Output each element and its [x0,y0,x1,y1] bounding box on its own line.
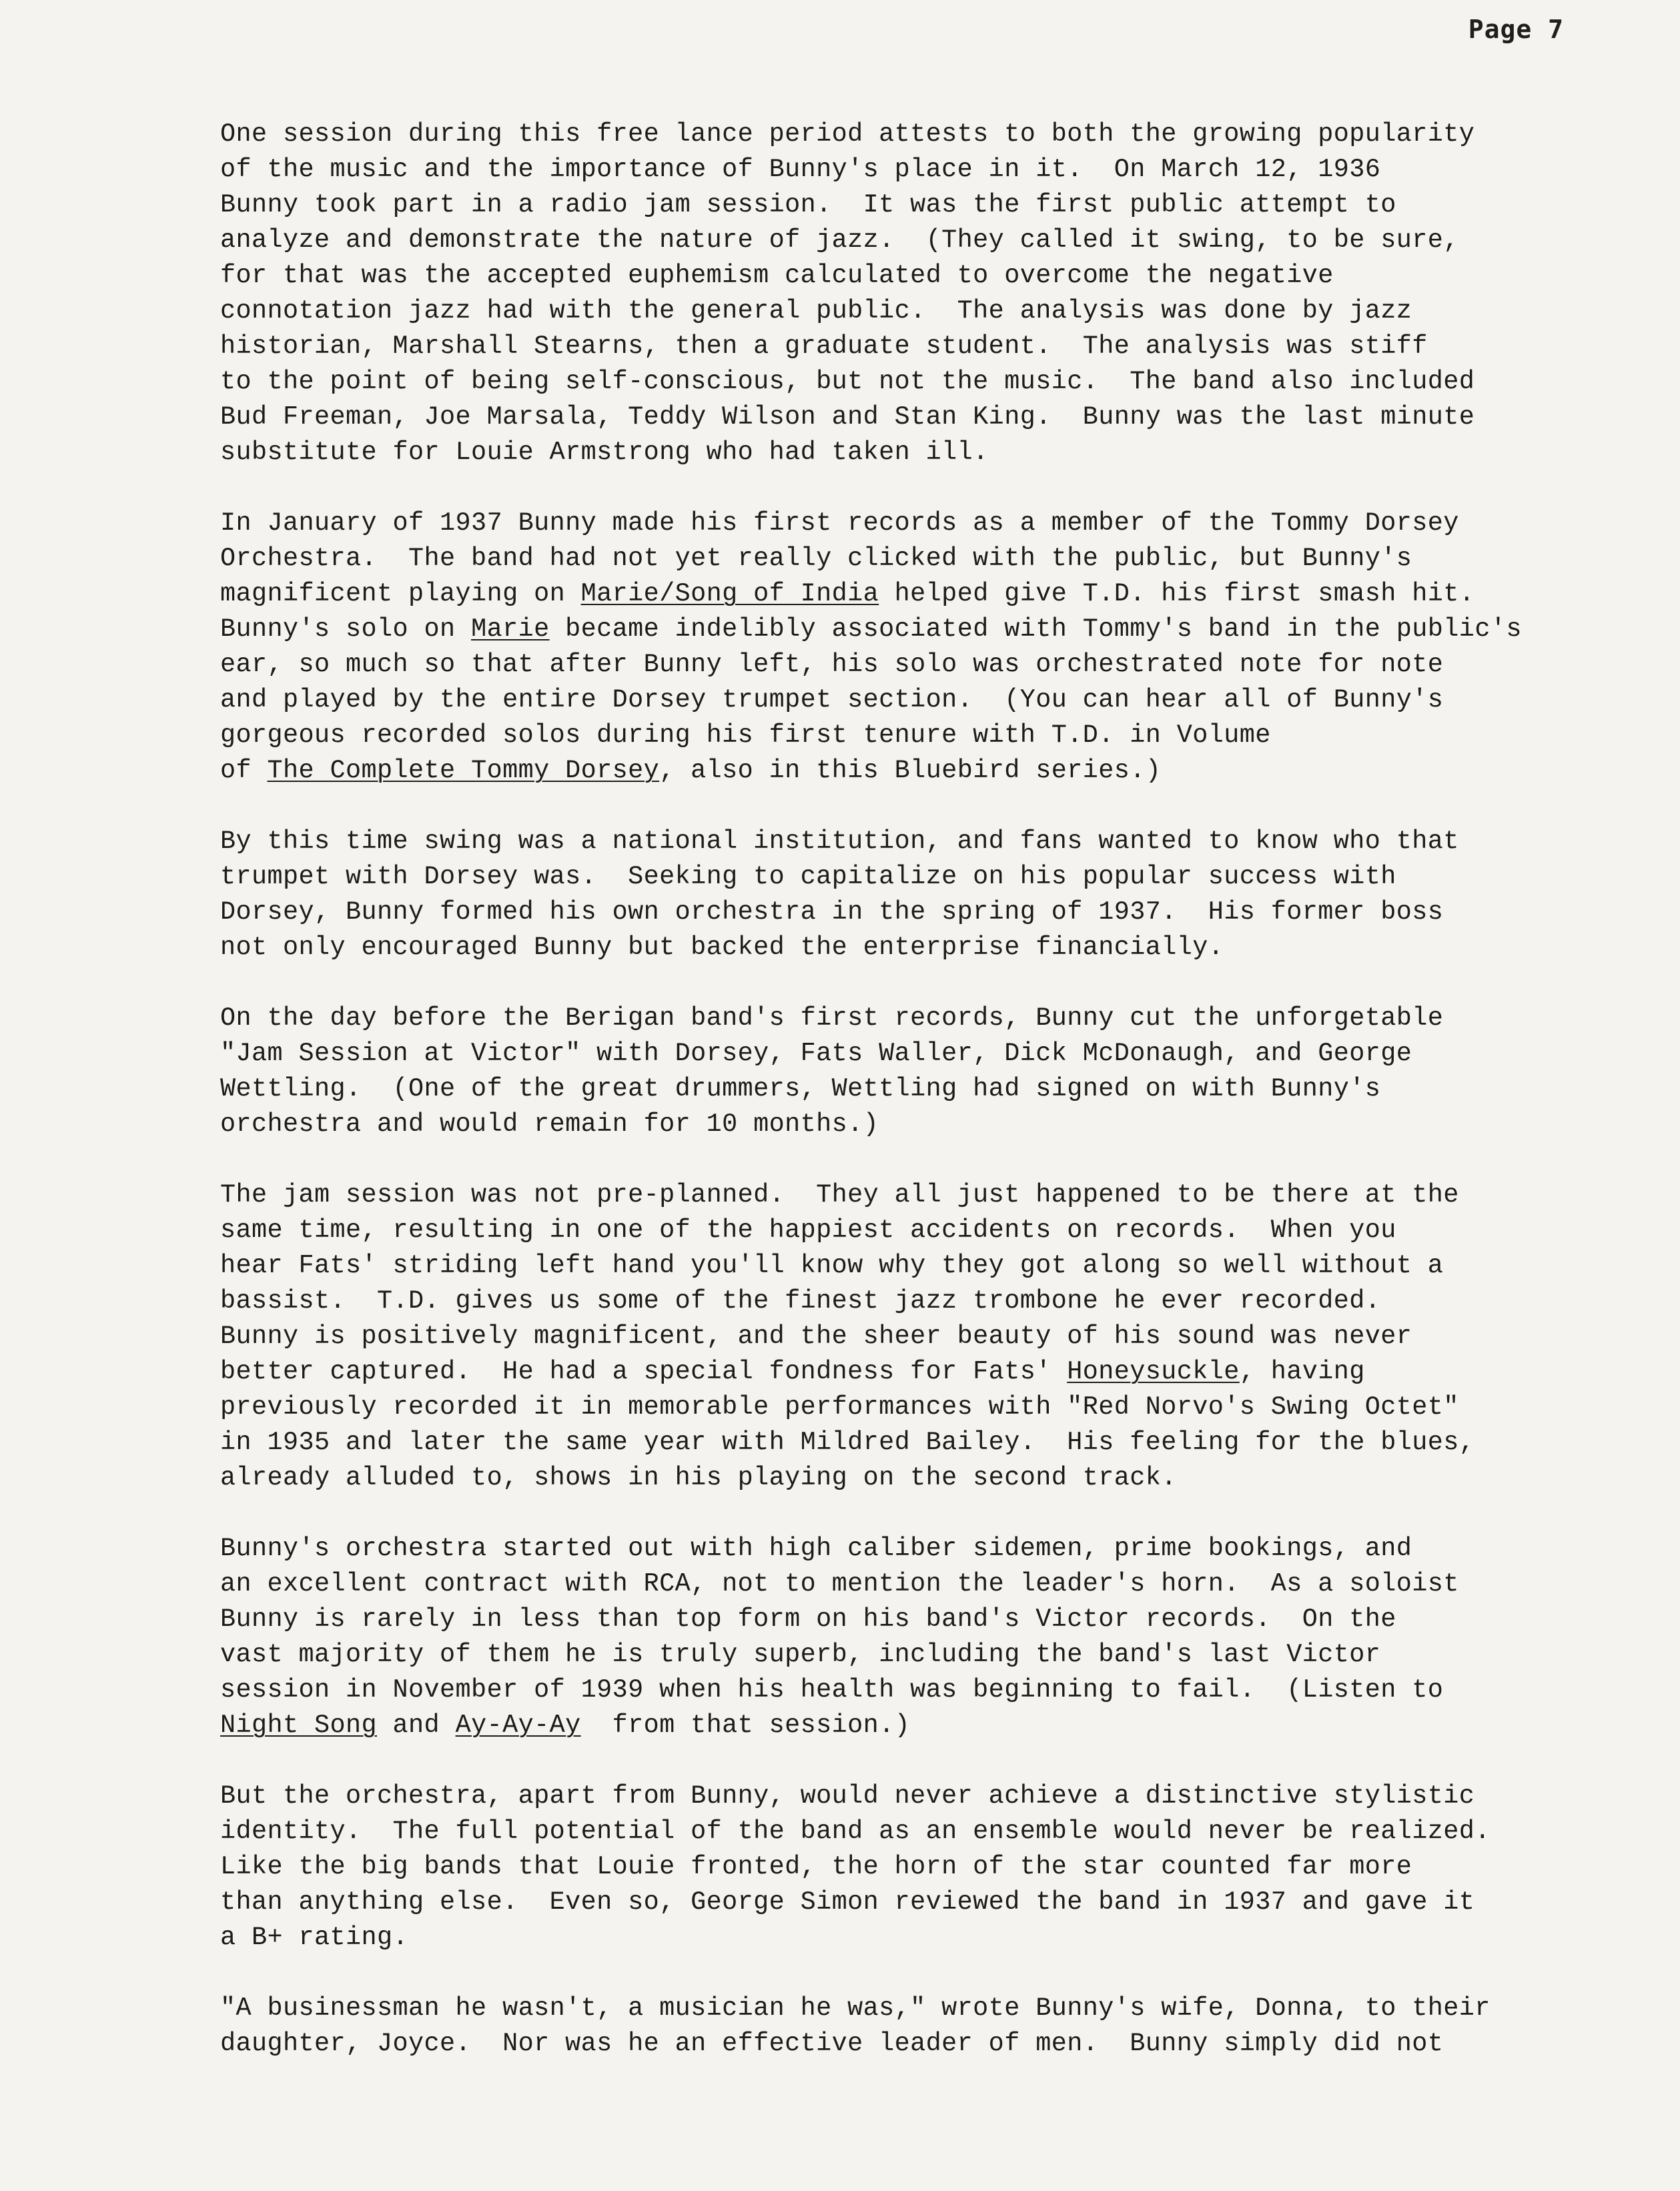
text-line [220,1460,1655,1496]
text-line [220,506,1655,541]
underlined-title: Marie/Song of India [580,579,879,608]
text-segment: bassist. T.D. gives us some of the finest jazz trombone he ever recorded. [220,1286,1381,1316]
text-segment: identity. The full potential of the band as an ensemble would never be realized. [220,1817,1491,1846]
text-line [220,187,1655,223]
text-segment: , also in this Bluebird series.) [659,756,1162,785]
underlined-title: Ay-Ay-Ay [455,1711,581,1740]
text-segment: to the point of being self-conscious, but not the music. The band also included [220,367,1475,396]
text-line [220,541,1655,576]
text-segment: an excellent contract with RCA, not to mention the leader's horn. As a soloist [220,1569,1459,1599]
text-line [220,1567,1655,1602]
text-segment: trumpet with Dorsey was. Seeking to capitalize on his popular success with [220,862,1396,891]
text-line [220,1390,1655,1425]
text-segment: Bunny's solo on [220,614,472,644]
text-line [220,258,1655,294]
text-segment: ear, so much so that after Bunny left, his solo was orchestrated note for note [220,650,1444,679]
text-segment: analyze and demonstrate the nature of jazz. (They called it swing, to be sure, [220,226,1459,255]
paragraph [220,824,1655,965]
text-segment: from that session.) [580,1711,911,1740]
text-segment: But the orchestra, apart from Bunny, would never achieve a distinctive stylistic [220,1781,1475,1811]
text-line [220,1602,1655,1637]
text-segment: and played by the entire Dorsey trumpet section. (You can hear all of Bunny's [220,685,1444,715]
text-segment: In January of 1937 Bunny made his first records as a member of the Tommy Dorsey [220,508,1459,538]
text-segment: became indelibly associated with Tommy's band in the public's [549,614,1522,644]
text-segment: hear Fats' striding left hand you'll know why they got along so well without a [220,1251,1444,1280]
text-segment: connotation jazz had with the general public. The analysis was done by jazz [220,296,1412,326]
text-line [220,1107,1655,1142]
text-line [220,1920,1655,1955]
paragraph [220,1991,1655,2062]
text-segment: Like the big bands that Louie fronted, the horn of the star counted far more [220,1852,1412,1881]
text-segment: magnificent playing on [220,579,581,608]
text-line [220,400,1655,435]
text-segment: Bunny took part in a radio jam session. It was the first public attempt to [220,190,1396,220]
text-line [220,329,1655,364]
text-segment: gorgeous recorded solos during his first tenure with T.D. in Volume [220,721,1271,750]
text-segment: helped give T.D. his first smash hit. [879,579,1475,608]
underlined-title: The Complete Tommy Dorsey [267,756,660,785]
text-line [220,1779,1655,1814]
text-line [220,612,1655,647]
text-line [220,1284,1655,1319]
text-line [220,1319,1655,1354]
text-segment: Bunny is positively magnificent, and the sheer beauty of his sound was never [220,1322,1412,1351]
text-line [220,152,1655,187]
text-segment: Bunny's orchestra started out with high caliber sidemen, prime bookings, and [220,1534,1412,1563]
text-line [220,1708,1655,1743]
text-segment: substitute for Louie Armstrong who had taken ill. [220,438,989,467]
text-segment: The jam session was not pre-planned. They all just happened to be there at the [220,1180,1459,1210]
text-segment: in 1935 and later the same year with Mildred Bailey. His feeling for the blues, [220,1428,1475,1457]
text-line [220,1673,1655,1708]
text-segment: of the music and the importance of Bunny's place in it. On March 12, 1936 [220,155,1381,184]
text-segment: , having [1239,1357,1365,1386]
paragraph [220,1779,1655,1955]
body-text [220,117,1655,2097]
text-segment: previously recorded it in memorable performances with "Red Norvo's Swing Octet" [220,1392,1459,1422]
text-line [220,294,1655,329]
text-segment: vast majority of them he is truly superb, including the band's last Victor [220,1640,1381,1669]
text-line [220,1885,1655,1920]
underlined-title: Night Song [220,1711,378,1740]
text-line [220,1991,1655,2026]
text-segment: than anything else. Even so, George Simon reviewed the band in 1937 and gave it [220,1887,1475,1917]
text-line [220,753,1655,789]
text-segment: of [220,756,268,785]
text-line [220,364,1655,400]
text-line [220,1071,1655,1107]
text-line [220,1213,1655,1248]
text-segment: One session during this free lance period attests to both the growing popularity [220,119,1475,149]
text-line [220,1248,1655,1284]
text-segment: Dorsey, Bunny formed his own orchestra in the spring of 1937. His former boss [220,897,1444,927]
text-segment: "Jam Session at Victor" with Dorsey, Fats Waller, Dick McDonaugh, and George [220,1039,1412,1068]
underlined-title: Honeysuckle [1067,1357,1240,1386]
text-segment: not only encouraged Bunny but backed the enterprise financially. [220,933,1224,962]
text-segment: daughter, Joyce. Nor was he an effective leader of men. Bunny simply did not [220,2029,1444,2058]
text-segment: better captured. He had a special fondness for Fats' [220,1357,1068,1386]
text-line [220,2026,1655,2062]
text-segment: orchestra and would remain for 10 months.) [220,1110,879,1139]
paragraph [220,1531,1655,1743]
text-line [220,683,1655,718]
paragraph [220,1178,1655,1496]
text-segment: Orchestra. The band had not yet really clicked with the public, but Bunny's [220,544,1412,573]
text-line [220,435,1655,470]
page-number: Page 7 [1468,15,1564,44]
text-segment: By this time swing was a national institution, and fans wanted to know who that [220,827,1459,856]
text-segment: same time, resulting in one of the happiest accidents on records. When you [220,1216,1396,1245]
paragraph [220,117,1655,470]
text-line [220,576,1655,612]
underlined-title: Marie [471,614,550,644]
text-line [220,223,1655,258]
paragraph [220,506,1655,789]
text-segment: session in November of 1939 when his health was beginning to fail. (Listen to [220,1675,1444,1705]
text-line [220,1036,1655,1071]
text-segment: "A businessman he wasn't, a musician he was," wrote Bunny's wife, Donna, to their [220,1994,1491,2023]
text-line [220,117,1655,152]
text-line [220,1425,1655,1460]
text-line [220,1531,1655,1567]
paragraph [220,1001,1655,1142]
text-segment: already alluded to, shows in his playing on the second track. [220,1463,1177,1492]
text-segment: for that was the accepted euphemism calculated to overcome the negative [220,261,1334,290]
text-line [220,1178,1655,1213]
text-line [220,824,1655,859]
text-segment: and [377,1711,456,1740]
text-line [220,1001,1655,1036]
text-segment: Wettling. (One of the great drummers, Wettling had signed on with Bunny's [220,1074,1381,1104]
text-line [220,1849,1655,1885]
text-line [220,1814,1655,1849]
text-line [220,718,1655,753]
text-segment: On the day before the Berigan band's first records, Bunny cut the unforgetable [220,1003,1444,1033]
text-line [220,895,1655,930]
text-segment: historian, Marshall Stearns, then a graduate student. The analysis was stiff [220,332,1428,361]
text-line [220,1354,1655,1390]
text-line [220,1637,1655,1673]
text-line [220,930,1655,965]
text-line [220,647,1655,683]
text-line [220,859,1655,895]
text-segment: a B+ rating. [220,1923,409,1952]
text-segment: Bud Freeman, Joe Marsala, Teddy Wilson and Stan King. Bunny was the last minute [220,402,1475,432]
text-segment: Bunny is rarely in less than top form on his band's Victor records. On the [220,1605,1396,1634]
